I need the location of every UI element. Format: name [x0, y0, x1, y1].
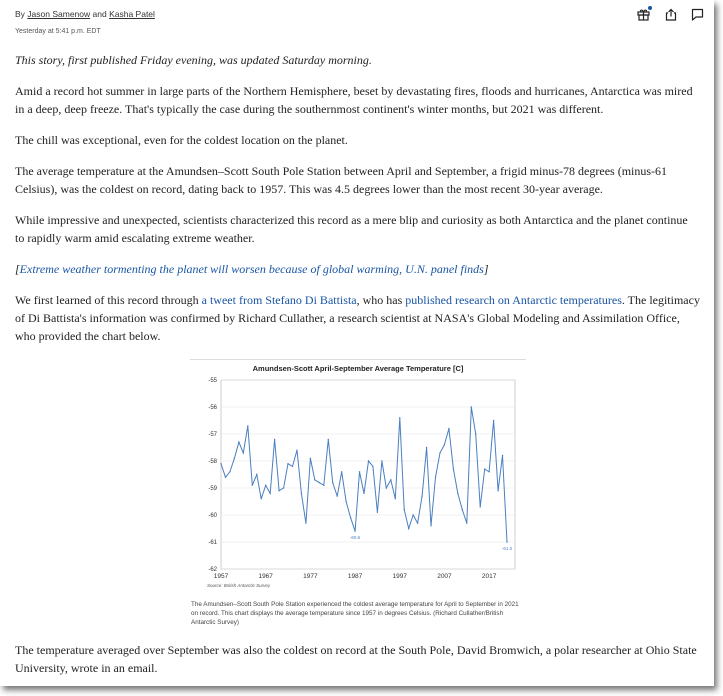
data-point — [225, 477, 226, 478]
data-point — [278, 490, 279, 491]
y-tick-label: -61 — [208, 540, 217, 546]
data-point — [234, 458, 235, 459]
y-tick-label: -55 — [208, 378, 217, 384]
data-point — [363, 493, 364, 494]
data-point — [359, 471, 360, 472]
data-point — [256, 474, 257, 475]
share-icon — [665, 8, 677, 21]
data-point — [479, 506, 480, 507]
data-point — [471, 406, 472, 407]
comment-icon — [691, 8, 704, 21]
related-bracket-open: [ — [15, 262, 20, 276]
notification-dot — [648, 6, 652, 10]
data-point — [350, 517, 351, 518]
data-point — [269, 493, 270, 494]
data-point — [377, 512, 378, 513]
annotation-label: -61.0 — [501, 546, 513, 551]
data-point — [345, 501, 346, 502]
y-tick-label: -56 — [208, 405, 217, 411]
chart-title: Amundsen-Scott April-September Average Temperature [C] — [252, 364, 464, 373]
article-toolbar — [636, 6, 705, 23]
data-point — [238, 441, 239, 442]
source-text-b: , who has — [356, 293, 406, 307]
byline-conj: and — [92, 9, 107, 19]
data-point — [466, 522, 467, 523]
data-point — [502, 455, 503, 456]
chart-caption: The Amundsen–Scott South Pole Station experienced the coldest average temperature for April to September in 2021 on record. This chart displays the average temperature since 1957 in degrees Celsius. (Richard Cullather/British Antarctic Survey) — [191, 601, 519, 626]
data-point — [426, 447, 427, 448]
data-point — [283, 487, 284, 488]
data-point — [488, 471, 489, 472]
data-point — [301, 493, 302, 494]
x-tick-label: 1987 — [347, 573, 363, 580]
data-point — [453, 468, 454, 469]
data-point — [323, 485, 324, 486]
x-tick-label: 1957 — [213, 573, 229, 580]
data-point — [435, 477, 436, 478]
paragraph-intro: Amid a record hot summer in large parts of the Northern Hemisphere, beset by devastating fires, floods and hurricanes, Antarctica was mired in a deep, deep freeze. That's typically the case during the southernmost continent's winter months, but 2021 was different. — [15, 84, 693, 116]
data-point — [372, 466, 373, 467]
tweet-link[interactable]: a tweet from Stefano Di Battista — [201, 293, 357, 307]
x-tick-label: 1977 — [303, 573, 318, 580]
annotation-label: -60.6 — [349, 535, 361, 541]
author-link-samenow[interactable]: Jason Samenow — [27, 9, 91, 19]
data-point — [421, 495, 422, 496]
data-point — [484, 468, 485, 469]
data-point — [252, 485, 253, 486]
data-point — [310, 458, 311, 459]
paragraph-scientists: While impressive and unexpected, scientists characterized this record as a mere blip and curiosity as both Antarctica and the planet continue to rapidly warm amid escalating extreme weather. — [15, 213, 688, 245]
data-point — [336, 495, 337, 496]
data-point — [305, 522, 306, 523]
temperature-chart — [190, 359, 526, 592]
chart-svg — [190, 359, 526, 592]
paragraph-temperature: The average temperature at the Amundsen–Scott South Pole Station between April and September, a frigid minus-78 degrees (minus-61 Celsius), was the coldest on record, dating back to 1957. This was 4.5 degrees lower than the most recent 30-year average. — [15, 164, 668, 196]
share-button[interactable] — [663, 6, 678, 23]
x-tick-label: 1967 — [258, 573, 273, 580]
data-point — [462, 509, 463, 510]
data-point — [506, 541, 507, 542]
data-point — [287, 463, 288, 464]
data-point — [497, 490, 498, 491]
gift-icon — [637, 8, 650, 21]
data-point — [274, 439, 275, 440]
data-point — [354, 531, 355, 532]
data-point — [220, 463, 221, 464]
data-point — [314, 479, 315, 480]
x-tick-label: 2007 — [437, 573, 452, 580]
data-point — [261, 498, 262, 499]
data-point — [417, 522, 418, 523]
data-point — [319, 482, 320, 483]
x-tick-label: 1997 — [392, 573, 407, 580]
paragraph-source — [15, 291, 700, 345]
data-point — [292, 466, 293, 467]
related-story-link[interactable]: Extreme weather tormenting the planet will worsen because of global warming, U.N. panel finds — [19, 262, 484, 276]
byline-prefix: By — [15, 9, 25, 19]
paragraph-chill: The chill was exceptional, even for the coldest location on the planet. — [15, 133, 348, 147]
data-point — [341, 471, 342, 472]
data-point — [404, 509, 405, 510]
data-point — [399, 417, 400, 418]
data-point — [430, 525, 431, 526]
comments-button[interactable] — [690, 6, 705, 23]
source-text-c: . The legitimacy of Di Battista's information was confirmed by Richard Cullather, a research scientist at NASA's Global Modeling and Assimilation Office, who provided the chart below. — [15, 293, 700, 343]
data-point — [475, 433, 476, 434]
related-story — [15, 260, 700, 278]
series-line — [221, 407, 507, 542]
data-point — [229, 471, 230, 472]
data-point — [439, 452, 440, 453]
y-tick-label: -58 — [208, 459, 217, 465]
data-point — [390, 479, 391, 480]
data-point — [332, 482, 333, 483]
timestamp: Yesterday at 5:41 p.m. EDT — [15, 28, 101, 35]
research-link[interactable]: published research on Antarctic temperatures — [405, 293, 622, 307]
data-point — [243, 452, 244, 453]
data-point — [457, 493, 458, 494]
y-tick-label: -59 — [208, 486, 217, 492]
byline — [15, 9, 155, 19]
data-point — [328, 439, 329, 440]
data-point — [247, 425, 248, 426]
data-point — [444, 444, 445, 445]
data-point — [412, 514, 413, 515]
y-tick-label: -57 — [208, 432, 217, 438]
author-link-patel[interactable]: Kasha Patel — [109, 9, 155, 19]
data-point — [296, 450, 297, 451]
source-text-a: We first learned of this record through — [15, 293, 202, 307]
related-bracket-close: ] — [483, 262, 489, 276]
data-point — [408, 528, 409, 529]
x-tick-label: 2017 — [481, 573, 497, 580]
chart-source: Source: British Antarctic Survey — [207, 583, 271, 588]
data-point — [448, 428, 449, 429]
data-point — [386, 487, 387, 488]
paragraph-september: The temperature averaged over September was also the coldest on record at the South Pole, David Bromwich, a polar researcher at Ohio State University, wrote in an email. — [15, 643, 697, 675]
data-point — [493, 420, 494, 421]
update-note: This story, first published Friday evening, was updated Saturday morning. — [15, 53, 372, 67]
data-point — [395, 498, 396, 499]
gift-article-button[interactable] — [636, 6, 651, 23]
data-point — [265, 485, 266, 486]
y-tick-label: -60 — [208, 513, 217, 519]
y-tick-label: -62 — [208, 567, 217, 573]
data-point — [368, 460, 369, 461]
data-point — [381, 460, 382, 461]
